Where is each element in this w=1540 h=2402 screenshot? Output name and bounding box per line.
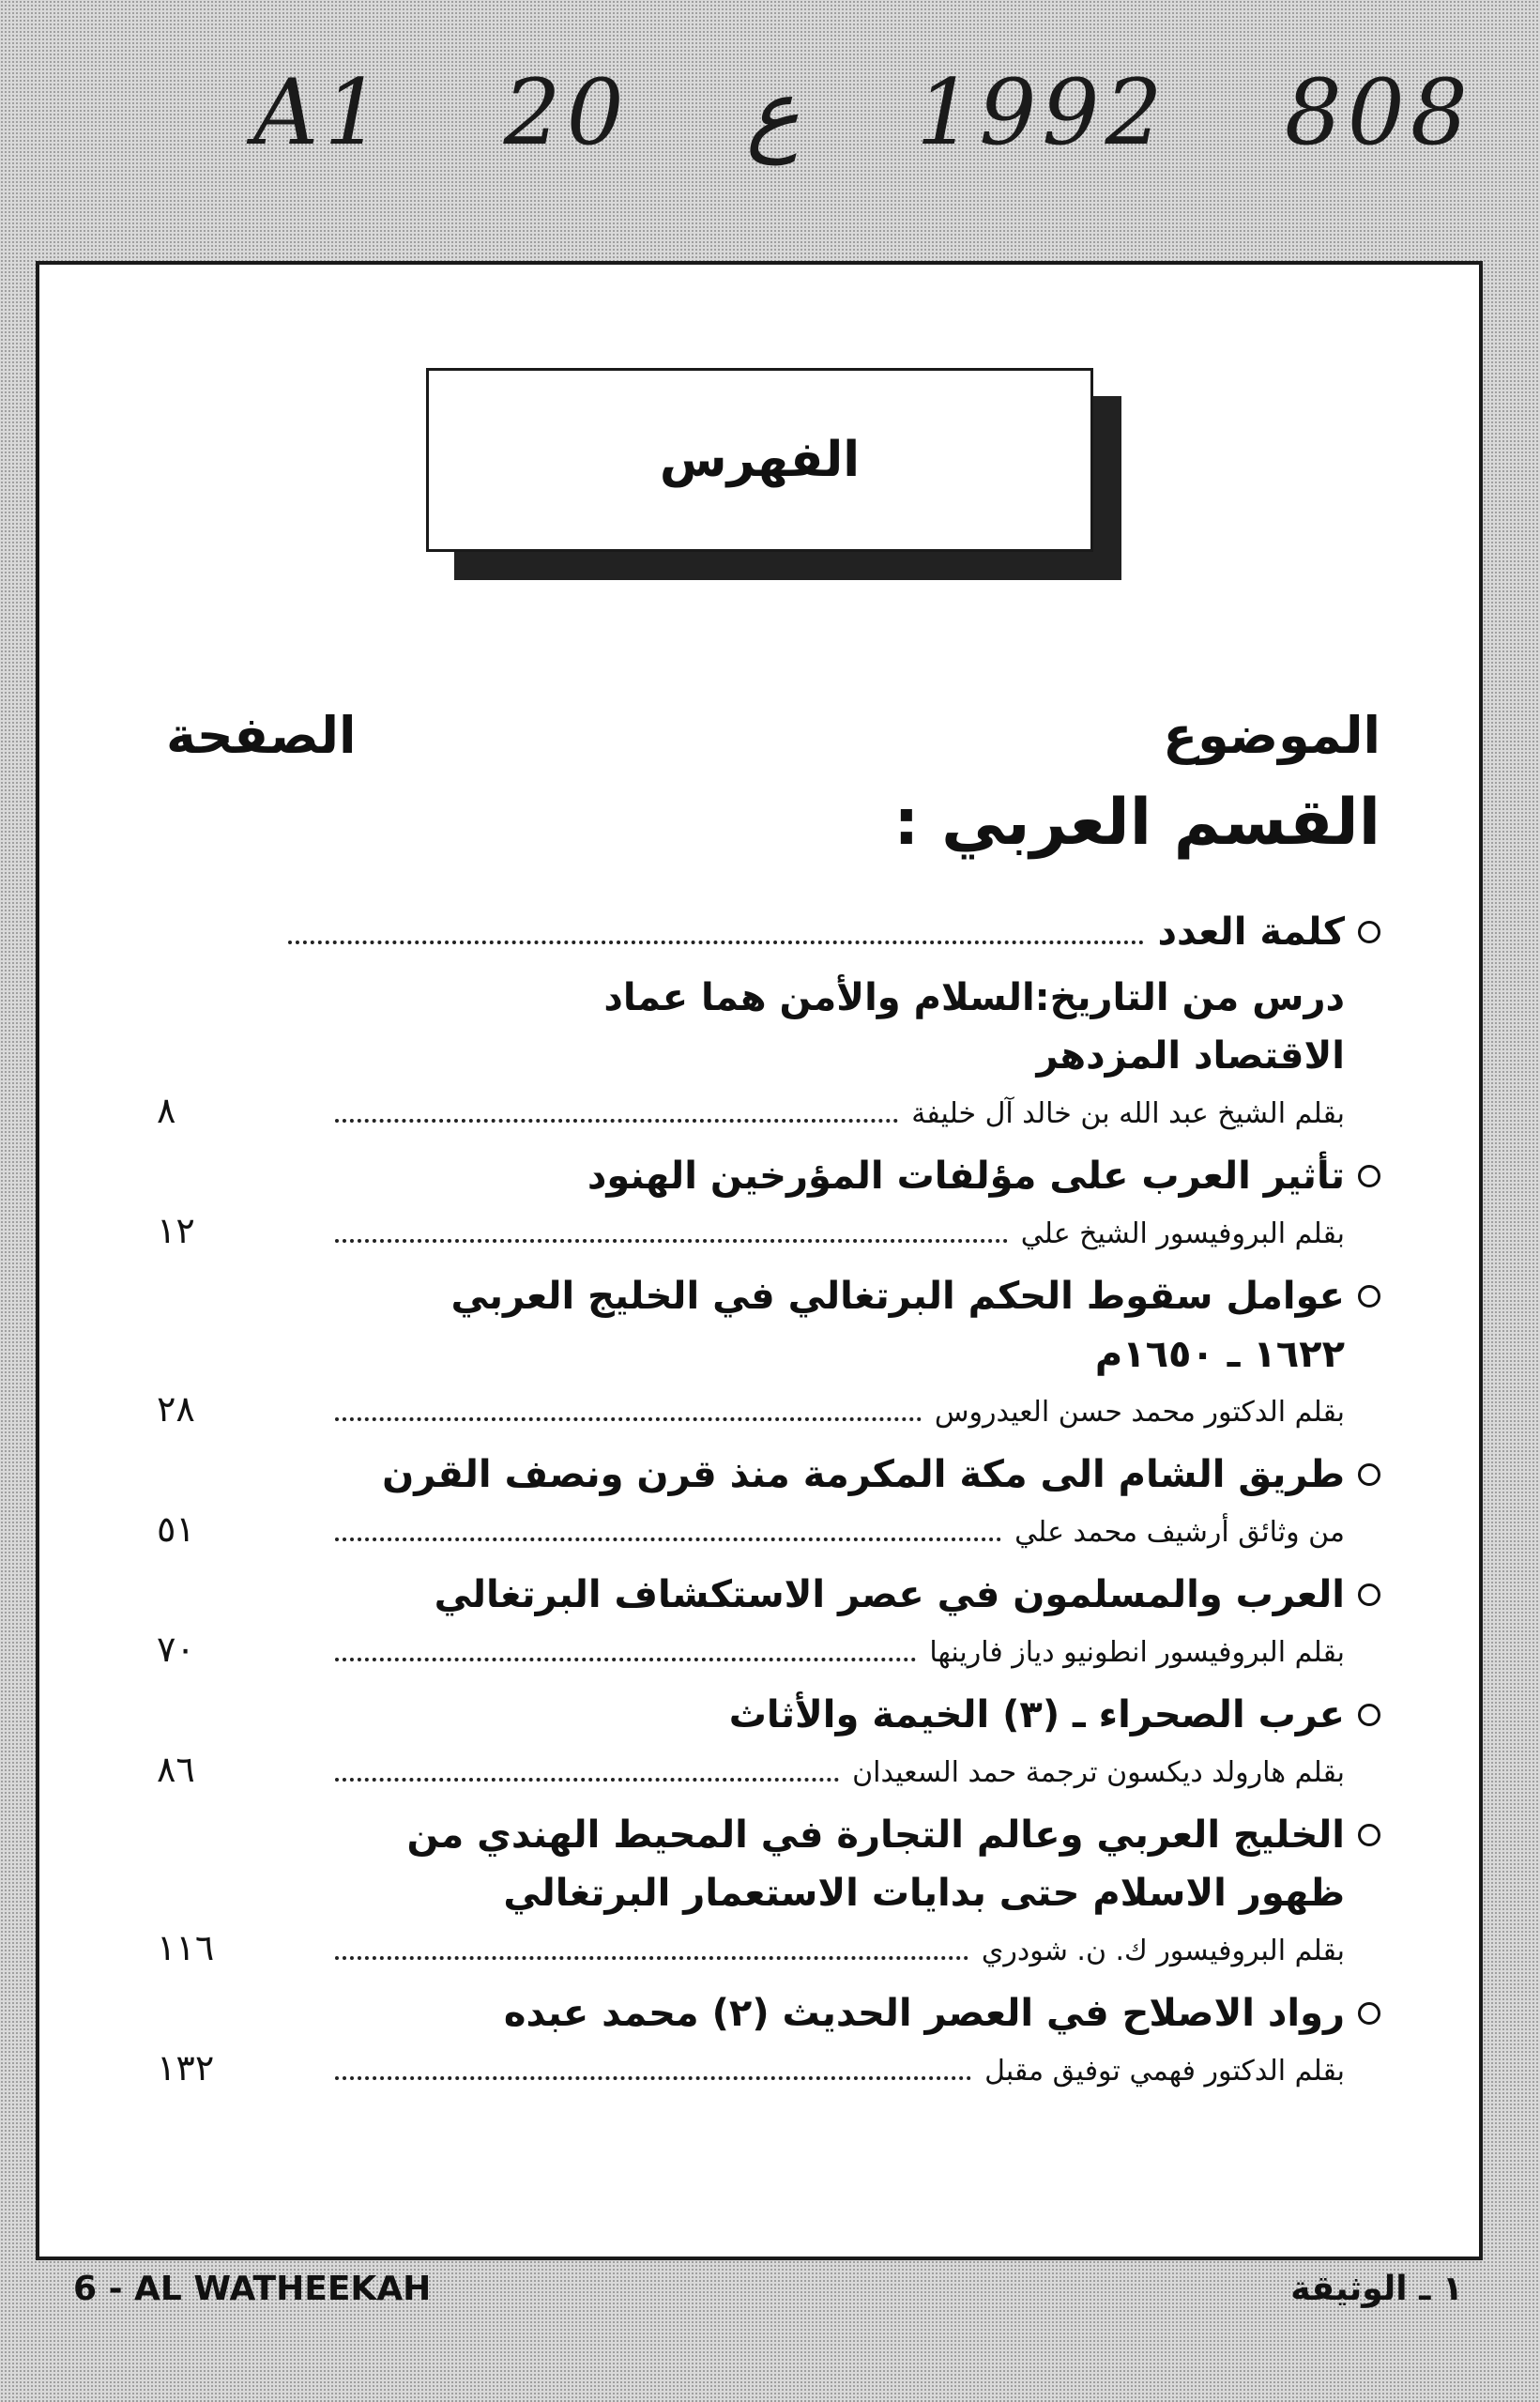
toc-entry-title: كلمة العدد	[1157, 910, 1345, 954]
toc-entry-title-row	[157, 1864, 1380, 1922]
toc-entry-title-row	[157, 969, 1380, 1027]
toc-entry-page-number: ١١٦	[157, 1927, 215, 1968]
circle-bullet-icon	[1358, 1583, 1380, 1606]
dot-leader	[288, 941, 1144, 944]
toc-entry-title-row	[157, 1806, 1380, 1864]
dot-leader	[335, 1119, 898, 1123]
toc-entry	[157, 1147, 1380, 1260]
toc-entry-page-number: ١٣٢	[157, 2047, 215, 2088]
toc-entry-page-number: ١٢	[157, 1210, 195, 1251]
toc-entry-title: ظهور الاسلام حتى بدايات الاستعمار البرتغالي	[503, 1872, 1345, 1915]
section-title: القسم العربي :	[893, 786, 1380, 860]
toc-entry-author: بقلم هارولد ديكسون ترجمة حمد السعيدان	[852, 1756, 1345, 1789]
handwritten-year: 1992	[916, 60, 1168, 165]
toc-entry	[157, 1686, 1380, 1798]
toc-entry-author-row	[157, 1624, 1380, 1678]
circle-bullet-icon	[1358, 1285, 1380, 1308]
toc-entry-author: بقلم البروفيسور الشيخ علي	[1020, 1217, 1345, 1250]
toc-entry-title: درس من التاريخ:السلام والأمن هما عماد	[603, 976, 1345, 1019]
toc-entry-author-row	[157, 1205, 1380, 1260]
toc-entry-author-row	[157, 1384, 1380, 1438]
toc-entry	[157, 1984, 1380, 2097]
toc-entry-author-row	[157, 1085, 1380, 1140]
toc-entry-title-row	[157, 1686, 1380, 1744]
toc-entry-author-row	[157, 1504, 1380, 1558]
circle-bullet-icon	[1358, 1704, 1380, 1726]
toc-entry-title-row	[157, 903, 1380, 961]
handwritten-letter: ع	[745, 60, 800, 165]
toc-entry-author: بقلم الشيخ عبد الله بن خالد آل خليفة	[911, 1097, 1345, 1130]
circle-bullet-icon	[1358, 1824, 1380, 1846]
toc-entry	[157, 1446, 1380, 1558]
toc-entry-title-row	[157, 1446, 1380, 1504]
handwritten-code: A1	[253, 60, 388, 165]
dot-leader	[335, 1538, 1001, 1541]
toc-entry-title-row	[157, 1984, 1380, 2042]
page-title: الفهرس	[659, 432, 861, 488]
toc-entry-page-number: ٧٠	[157, 1629, 195, 1670]
toc-entry-author: من وثائق أرشيف محمد علي	[1014, 1516, 1345, 1549]
dot-leader	[335, 1956, 968, 1960]
handwritten-id: 808	[1284, 60, 1473, 165]
toc-entry-title: عوامل سقوط الحكم البرتغالي في الخليج العربي	[450, 1275, 1345, 1318]
toc-entry	[157, 969, 1380, 1140]
toc-entry	[157, 1566, 1380, 1678]
toc-entry-page-number: ٨٦	[157, 1749, 195, 1790]
toc-entry-title: تأثير العرب على مؤلفات المؤرخين الهنود	[587, 1155, 1345, 1198]
dot-leader	[335, 1778, 839, 1782]
toc-entry	[157, 1806, 1380, 1977]
toc-entry-title-row	[157, 1147, 1380, 1205]
toc-entry-author-row	[157, 2042, 1380, 2097]
footer-page-label: 6 - AL WATHEEKAH	[73, 2270, 432, 2308]
title-box	[426, 368, 1093, 552]
toc-entry-title-row	[157, 1267, 1380, 1325]
toc-entry-title: عرب الصحراء ـ (٣) الخيمة والأثاث	[728, 1693, 1345, 1736]
dot-leader	[335, 2076, 971, 2080]
handwritten-archive-note	[253, 56, 1473, 169]
circle-bullet-icon	[1358, 921, 1380, 943]
column-header-topic: الموضوع	[1163, 706, 1380, 765]
toc-entry-page-number: ٨	[157, 1090, 176, 1131]
circle-bullet-icon	[1358, 2002, 1380, 2025]
toc-entry-title: ١٦٢٢ ـ ١٦٥٠م	[1094, 1333, 1345, 1376]
toc-entry-author: بقلم الدكتور محمد حسن العيدروس	[934, 1396, 1345, 1429]
toc-entry	[157, 903, 1380, 961]
dot-leader	[335, 1658, 916, 1661]
table-of-contents	[157, 903, 1380, 2104]
toc-entry-author: بقلم البروفيسور ك. ن. شودري	[981, 1935, 1345, 1967]
toc-entry-author: بقلم البروفيسور انطونيو دياز فارينها	[929, 1636, 1345, 1669]
toc-entry-page-number: ٥١	[157, 1508, 195, 1550]
toc-entry-author-row	[157, 1922, 1380, 1977]
circle-bullet-icon	[1358, 1165, 1380, 1187]
toc-entry-page-number: ٢٨	[157, 1388, 195, 1430]
toc-entry-title: طريق الشام الى مكة المكرمة منذ قرن ونصف القرن	[382, 1453, 1345, 1496]
toc-entry-author: بقلم الدكتور فهمي توفيق مقبل	[984, 2055, 1345, 2088]
toc-entry	[157, 1267, 1380, 1438]
toc-entry-title: العرب والمسلمون في عصر الاستكشاف البرتغالي	[434, 1573, 1345, 1616]
circle-bullet-icon	[1358, 1463, 1380, 1486]
column-header-page: الصفحة	[166, 706, 357, 765]
toc-entry-title: الاقتصاد المزدهر	[1036, 1034, 1345, 1078]
footer-page-label-arabic: ١ ـ الوثيقة	[1290, 2270, 1463, 2308]
toc-entry-title-row	[157, 1325, 1380, 1384]
toc-entry-author-row	[157, 1744, 1380, 1798]
toc-entry-title: الخليج العربي وعالم التجارة في المحيط الهندي من	[406, 1813, 1345, 1857]
toc-entry-title-row	[157, 1566, 1380, 1624]
toc-entry-title-row	[157, 1027, 1380, 1085]
handwritten-number: 20	[503, 60, 630, 165]
dot-leader	[335, 1417, 922, 1421]
page-frame	[36, 261, 1483, 2260]
toc-entry-title: رواد الاصلاح في العصر الحديث (٢) محمد عبده	[503, 1992, 1345, 2035]
dot-leader	[335, 1239, 1008, 1243]
